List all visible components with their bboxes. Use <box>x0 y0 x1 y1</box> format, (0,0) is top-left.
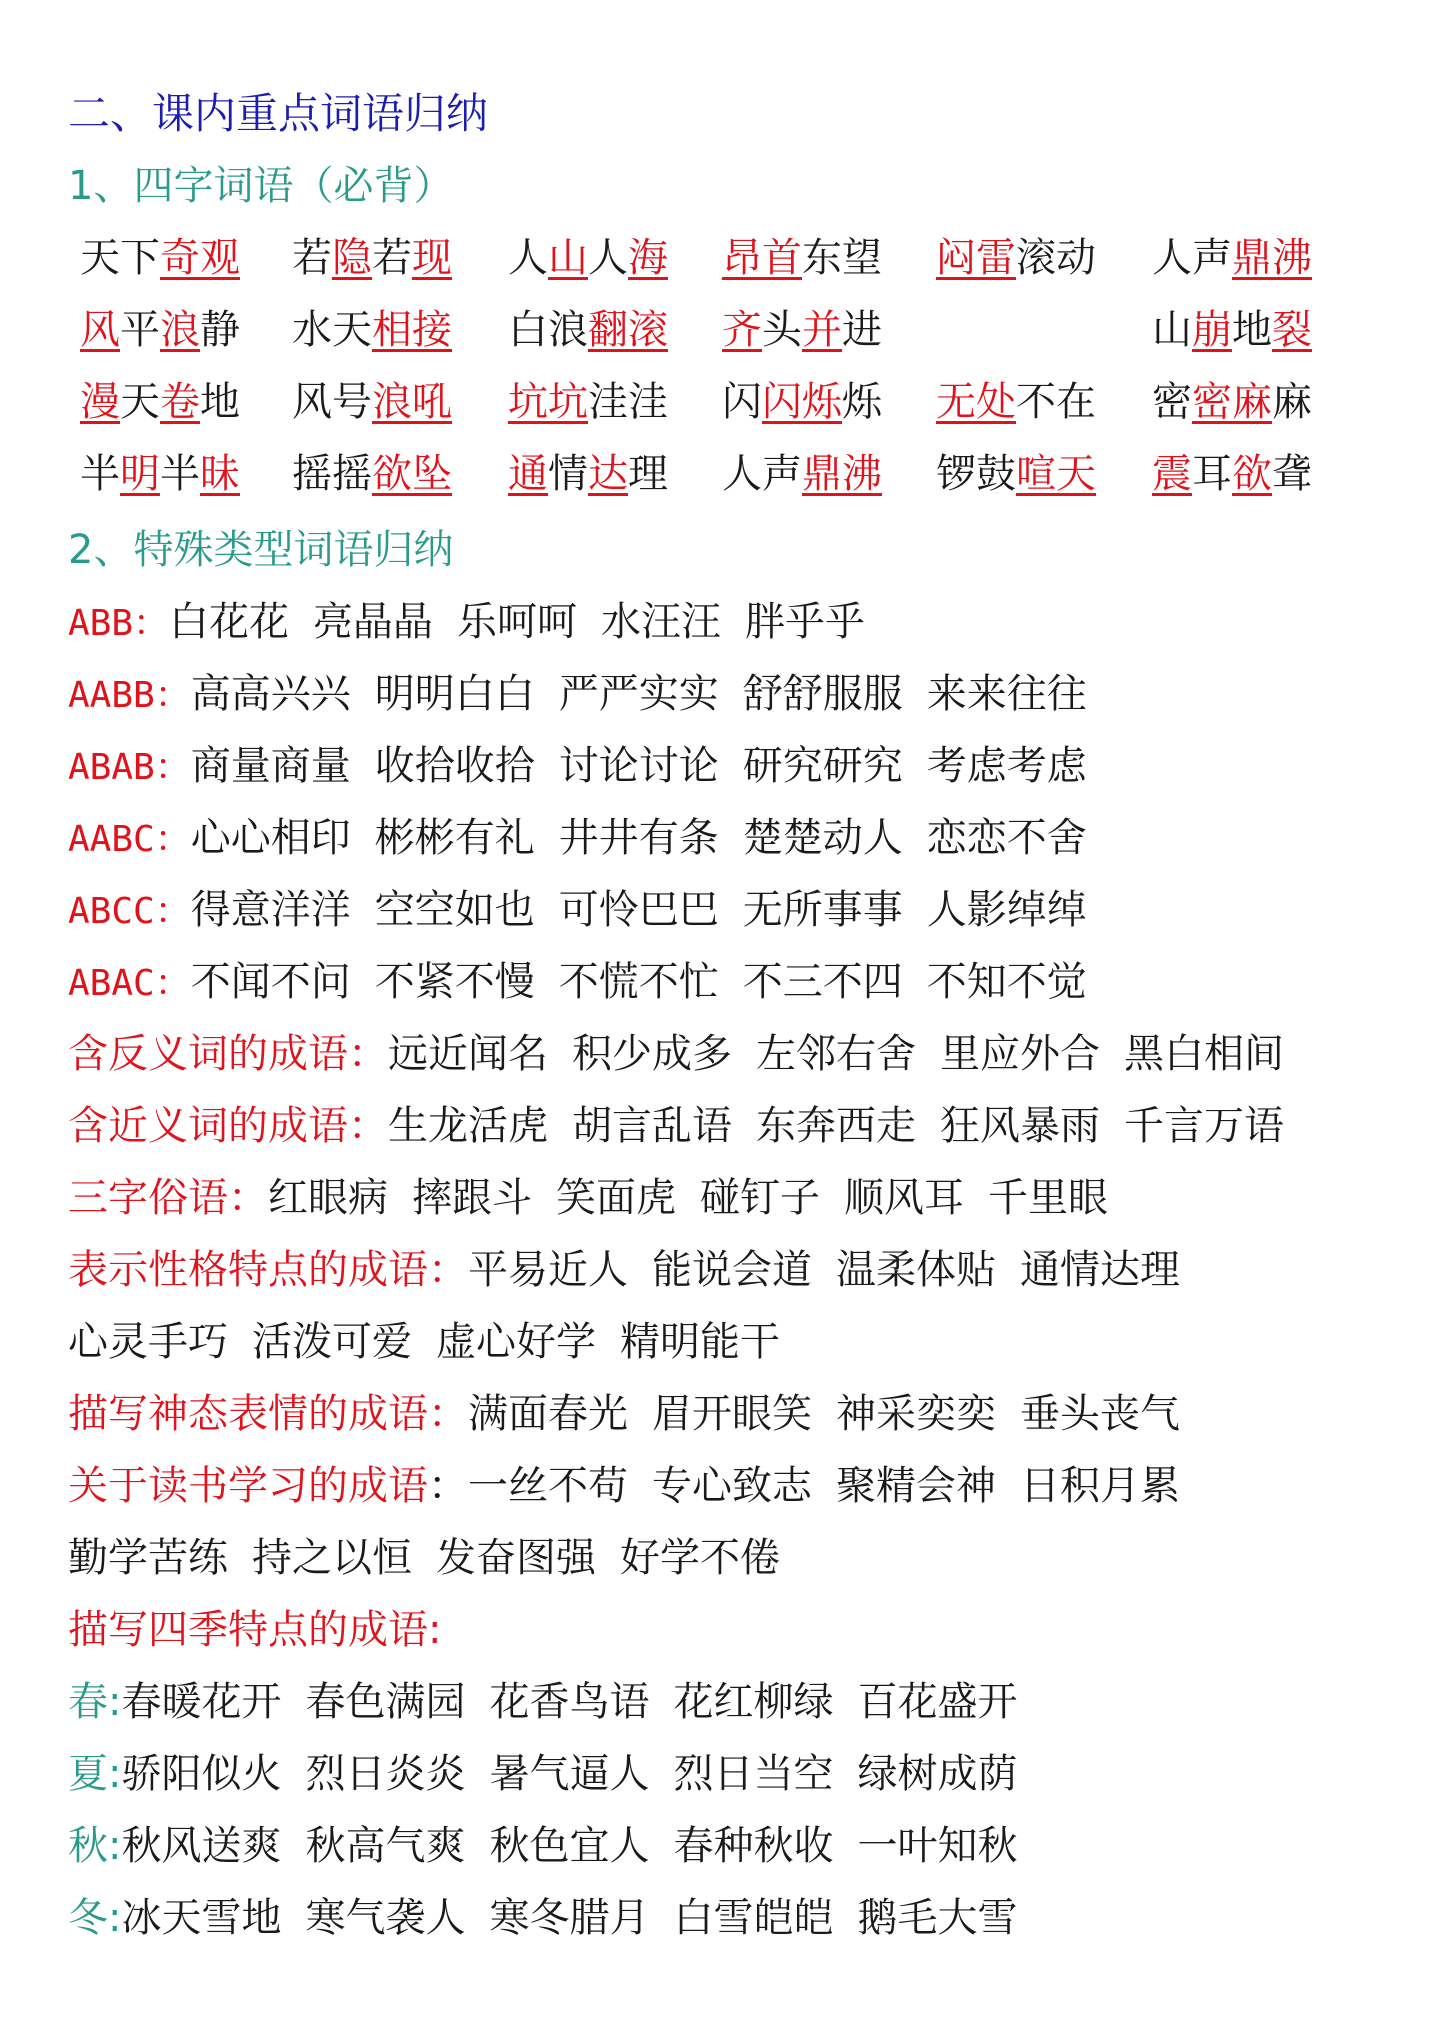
word-item: 胖乎乎 <box>745 599 866 645</box>
plain-chars: 静 <box>200 307 240 353</box>
study-label-colon: ： <box>428 1463 468 1509</box>
word-item: 生龙活虎 <box>388 1103 548 1149</box>
word-item: 绿树成荫 <box>857 1751 1018 1797</box>
autumn-row <box>68 1818 1017 1874</box>
highlighted-chars: 鼎沸 <box>802 451 882 497</box>
four-char-word <box>936 446 1096 502</box>
word-item: 秋高气爽 <box>305 1823 466 1869</box>
plain-chars: 若 <box>372 235 412 281</box>
highlighted-chars: 相接 <box>372 307 452 353</box>
aabb-row <box>68 666 1087 724</box>
word-item: 春种秋收 <box>673 1823 834 1869</box>
section-heading: 二、课内重点词语归纳 <box>68 89 489 138</box>
highlighted-chars: 翻滚 <box>588 307 668 353</box>
abac-row <box>68 954 1087 1012</box>
four-char-row <box>0 374 1438 430</box>
word-item: 冰天雪地 <box>121 1895 282 1941</box>
summer-label: 夏: <box>68 1751 122 1797</box>
plain-chars: 水天 <box>292 307 372 353</box>
antonym-label: 含反义词的成语： <box>68 1031 388 1077</box>
four-char-word <box>722 230 882 286</box>
word-item: 严严实实 <box>558 671 719 717</box>
four-char-word <box>722 446 882 502</box>
highlighted-chars: 现 <box>412 235 452 281</box>
four-char-word <box>80 446 240 502</box>
plain-chars: 人 <box>588 235 628 281</box>
highlighted-chars: 隐 <box>332 235 372 281</box>
study-label: 关于读书学习的成语 <box>68 1463 428 1509</box>
three-char-sayings-row <box>68 1170 1108 1226</box>
word-item: 发奋图强 <box>436 1535 596 1581</box>
word-item: 不慌不忙 <box>558 959 719 1005</box>
word-item: 平易近人 <box>468 1247 628 1293</box>
plain-chars: 摇摇 <box>292 451 372 497</box>
word-item: 暑气逼人 <box>489 1751 650 1797</box>
word-item: 左邻右舍 <box>756 1031 916 1077</box>
word-item: 能说会道 <box>652 1247 812 1293</box>
word-item: 无所事事 <box>742 887 903 933</box>
four-char-word <box>1152 302 1312 358</box>
word-item: 碰钉子 <box>700 1175 820 1221</box>
word-item: 持之以恒 <box>252 1535 412 1581</box>
four-char-row <box>0 446 1438 502</box>
plain-chars: 麻 <box>1272 379 1312 425</box>
four-char-word <box>80 302 240 358</box>
highlighted-chars: 昂首 <box>722 235 802 281</box>
highlighted-chars: 欲 <box>1232 451 1272 497</box>
word-item: 寒气袭人 <box>305 1895 466 1941</box>
plain-chars: 洼洼 <box>588 379 668 425</box>
expression-idioms-row <box>68 1386 1180 1442</box>
word-item: 可怜巴巴 <box>558 887 719 933</box>
word-item: 远近闻名 <box>388 1031 548 1077</box>
highlighted-chars: 欲坠 <box>372 451 452 497</box>
four-char-word <box>508 230 668 286</box>
abcc-words <box>191 887 1087 933</box>
plain-chars: 半 <box>160 451 200 497</box>
plain-chars: 半 <box>80 451 120 497</box>
word-item: 不三不四 <box>742 959 903 1005</box>
highlighted-chars: 奇观 <box>160 235 240 281</box>
word-item: 春暖花开 <box>121 1679 282 1725</box>
personality-words-continued <box>68 1319 780 1365</box>
study-idioms-continued <box>68 1530 780 1586</box>
plain-chars: 锣鼓 <box>936 451 1016 497</box>
word-item: 心心相印 <box>190 815 351 861</box>
four-char-word <box>292 230 452 286</box>
highlighted-chars: 闪烁 <box>762 379 842 425</box>
word-item: 鹅毛大雪 <box>857 1895 1018 1941</box>
word-item: 聚精会神 <box>836 1463 996 1509</box>
word-item: 研究研究 <box>742 743 903 789</box>
word-item: 虚心好学 <box>436 1319 596 1365</box>
word-item: 秋色宜人 <box>489 1823 650 1869</box>
plain-chars: 闪 <box>722 379 762 425</box>
four-char-word <box>722 374 882 430</box>
word-item: 乐呵呵 <box>457 599 578 645</box>
word-item: 商量商量 <box>190 743 351 789</box>
highlighted-chars: 明 <box>120 451 160 497</box>
study-idioms-row <box>68 1458 1180 1514</box>
aabb-label: AABB： <box>68 675 191 716</box>
highlighted-chars: 密麻 <box>1192 379 1272 425</box>
word-item: 红眼病 <box>268 1175 388 1221</box>
word-item: 花香鸟语 <box>489 1679 650 1725</box>
highlighted-chars: 通 <box>508 451 548 497</box>
highlighted-chars: 卷 <box>160 379 200 425</box>
summer-words <box>121 1751 1017 1797</box>
word-item: 里应外合 <box>940 1031 1100 1077</box>
abac-words <box>191 959 1087 1005</box>
abcc-label: ABCC： <box>68 891 191 932</box>
word-item: 千里眼 <box>988 1175 1108 1221</box>
spring-words <box>121 1679 1017 1725</box>
word-item: 井井有条 <box>558 815 719 861</box>
seasons-label: 描写四季特点的成语: <box>68 1607 442 1653</box>
expression-label: 描写神态表情的成语： <box>68 1391 468 1437</box>
word-item: 来来往往 <box>926 671 1087 717</box>
highlighted-chars: 鼎沸 <box>1232 235 1312 281</box>
word-item: 好学不倦 <box>620 1535 780 1581</box>
highlighted-chars: 闷雷 <box>936 235 1016 281</box>
summer-row <box>68 1746 1017 1802</box>
word-item: 得意洋洋 <box>190 887 351 933</box>
word-item: 满面春光 <box>468 1391 628 1437</box>
plain-chars: 山 <box>1152 307 1192 353</box>
word-item: 顺风耳 <box>844 1175 964 1221</box>
word-item: 烈日当空 <box>673 1751 834 1797</box>
word-item: 寒冬腊月 <box>489 1895 650 1941</box>
four-char-row <box>0 230 1438 286</box>
word-item: 白雪皑皑 <box>673 1895 834 1941</box>
four-char-word <box>80 230 240 286</box>
word-item: 空空如也 <box>374 887 535 933</box>
highlighted-chars: 无处 <box>936 379 1016 425</box>
subsection-title-four-char: 1、四字词语（必背） <box>68 163 454 209</box>
four-char-word <box>936 374 1096 430</box>
word-item: 摔跟斗 <box>412 1175 532 1221</box>
word-item: 胡言乱语 <box>572 1103 732 1149</box>
word-item: 日积月累 <box>1020 1463 1180 1509</box>
four-char-word <box>508 374 668 430</box>
abab-row <box>68 738 1087 796</box>
word-item: 千言万语 <box>1124 1103 1284 1149</box>
four-char-word <box>1152 446 1312 502</box>
plain-chars: 理 <box>628 451 668 497</box>
plain-chars: 地 <box>1232 307 1272 353</box>
plain-chars: 人声 <box>722 451 802 497</box>
four-char-word <box>508 302 668 358</box>
word-item: 亮晶晶 <box>313 599 434 645</box>
study-words-continued <box>68 1535 780 1581</box>
word-item: 狂风暴雨 <box>940 1103 1100 1149</box>
three-char-label: 三字俗语： <box>68 1175 268 1221</box>
winter-label: 冬: <box>68 1895 122 1941</box>
plain-chars: 聋 <box>1272 451 1312 497</box>
highlighted-chars: 达 <box>588 451 628 497</box>
highlighted-chars: 喧天 <box>1016 451 1096 497</box>
four-char-word <box>80 374 240 430</box>
word-item: 勤学苦练 <box>68 1535 228 1581</box>
personality-label: 表示性格特点的成语： <box>68 1247 468 1293</box>
four-char-word <box>1152 230 1312 286</box>
abb-label: ABB： <box>68 603 170 644</box>
word-item: 不闻不问 <box>190 959 351 1005</box>
word-item: 明明白白 <box>374 671 535 717</box>
winter-row <box>68 1890 1017 1946</box>
word-item: 一叶知秋 <box>857 1823 1018 1869</box>
plain-chars: 不在 <box>1016 379 1096 425</box>
winter-words <box>121 1895 1017 1941</box>
word-item: 彬彬有礼 <box>374 815 535 861</box>
four-char-word <box>508 446 668 502</box>
highlighted-chars: 崩 <box>1192 307 1232 353</box>
word-item: 积少成多 <box>572 1031 732 1077</box>
highlighted-chars: 浪 <box>160 307 200 353</box>
plain-chars: 情 <box>548 451 588 497</box>
four-char-word <box>292 446 452 502</box>
plain-chars: 滚动 <box>1016 235 1096 281</box>
word-item: 春色满园 <box>305 1679 466 1725</box>
personality-idioms-row <box>68 1242 1180 1298</box>
four-char-row <box>0 302 1438 358</box>
aabb-words <box>191 671 1087 717</box>
word-item: 精明能干 <box>620 1319 780 1365</box>
study-words <box>468 1463 1180 1509</box>
word-item: 考虑考虑 <box>926 743 1087 789</box>
expression-words <box>468 1391 1180 1437</box>
highlighted-chars: 并 <box>802 307 842 353</box>
aabc-words <box>191 815 1087 861</box>
word-item: 专心致志 <box>652 1463 812 1509</box>
word-item: 人影绰绰 <box>926 887 1087 933</box>
plain-chars: 地 <box>200 379 240 425</box>
word-item: 黑白相间 <box>1124 1031 1284 1077</box>
personality-words <box>468 1247 1180 1293</box>
plain-chars: 耳 <box>1192 451 1232 497</box>
aabc-row <box>68 810 1087 868</box>
four-char-word <box>936 230 1096 286</box>
plain-chars: 风号 <box>292 379 372 425</box>
spring-row <box>68 1674 1017 1730</box>
word-item: 讨论讨论 <box>558 743 719 789</box>
synonym-label: 含近义词的成语： <box>68 1103 388 1149</box>
highlighted-chars: 震 <box>1152 451 1192 497</box>
word-item: 笑面虎 <box>556 1175 676 1221</box>
highlighted-chars: 海 <box>628 235 668 281</box>
plain-chars: 若 <box>292 235 332 281</box>
plain-chars: 天下 <box>80 235 160 281</box>
three-char-words <box>268 1175 1108 1221</box>
highlighted-chars: 漫 <box>80 379 120 425</box>
highlighted-chars: 风 <box>80 307 120 353</box>
word-item: 不知不觉 <box>926 959 1087 1005</box>
word-item: 活泼可爱 <box>252 1319 412 1365</box>
word-item: 高高兴兴 <box>190 671 351 717</box>
abac-label: ABAC： <box>68 963 191 1004</box>
abab-label: ABAB： <box>68 747 191 788</box>
autumn-words <box>121 1823 1017 1869</box>
plain-chars: 人声 <box>1152 235 1232 281</box>
plain-chars: 进 <box>842 307 882 353</box>
aabc-label: AABC： <box>68 819 191 860</box>
abab-words <box>191 743 1087 789</box>
highlighted-chars: 山 <box>548 235 588 281</box>
plain-chars: 密 <box>1152 379 1192 425</box>
four-char-word <box>292 374 452 430</box>
word-item: 神采奕奕 <box>836 1391 996 1437</box>
abcc-row <box>68 882 1087 940</box>
subsection-title-special: 2、特殊类型词语归纳 <box>68 527 454 573</box>
personality-idioms-continued <box>68 1314 780 1370</box>
word-item: 垂头丧气 <box>1020 1391 1180 1437</box>
plain-chars: 烁 <box>842 379 882 425</box>
word-item: 花红柳绿 <box>673 1679 834 1725</box>
word-item: 通情达理 <box>1020 1247 1180 1293</box>
plain-chars: 天 <box>120 379 160 425</box>
antonym-words <box>388 1031 1284 1077</box>
four-char-word <box>1152 374 1312 430</box>
word-item: 楚楚动人 <box>742 815 903 861</box>
word-item: 一丝不苟 <box>468 1463 628 1509</box>
word-item: 骄阳似火 <box>121 1751 282 1797</box>
word-item: 秋风送爽 <box>121 1823 282 1869</box>
plain-chars: 平 <box>120 307 160 353</box>
four-char-word <box>292 302 452 358</box>
word-item: 东奔西走 <box>756 1103 916 1149</box>
highlighted-chars: 坑坑 <box>508 379 588 425</box>
four-char-word <box>722 302 882 358</box>
word-item: 眉开眼笑 <box>652 1391 812 1437</box>
word-item: 心灵手巧 <box>68 1319 228 1365</box>
highlighted-chars: 浪吼 <box>372 379 452 425</box>
word-item: 烈日炎炎 <box>305 1751 466 1797</box>
plain-chars: 头 <box>762 307 802 353</box>
abb-row <box>68 594 865 652</box>
word-item: 恋恋不舍 <box>926 815 1087 861</box>
word-item: 百花盛开 <box>857 1679 1018 1725</box>
highlighted-chars: 裂 <box>1272 307 1312 353</box>
antonym-idioms-row <box>68 1026 1284 1082</box>
plain-chars: 东望 <box>802 235 882 281</box>
spring-label: 春: <box>68 1679 122 1725</box>
synonym-idioms-row <box>68 1098 1284 1154</box>
abb-words <box>169 599 865 645</box>
word-item: 舒舒服服 <box>742 671 903 717</box>
synonym-words <box>388 1103 1284 1149</box>
word-item: 水汪汪 <box>601 599 722 645</box>
word-item: 白花花 <box>169 599 290 645</box>
word-item: 收拾收拾 <box>374 743 535 789</box>
highlighted-chars: 昧 <box>200 451 240 497</box>
plain-chars: 人 <box>508 235 548 281</box>
highlighted-chars: 齐 <box>722 307 762 353</box>
word-item: 温柔体贴 <box>836 1247 996 1293</box>
word-item: 不紧不慢 <box>374 959 535 1005</box>
autumn-label: 秋: <box>68 1823 122 1869</box>
plain-chars: 白浪 <box>508 307 588 353</box>
